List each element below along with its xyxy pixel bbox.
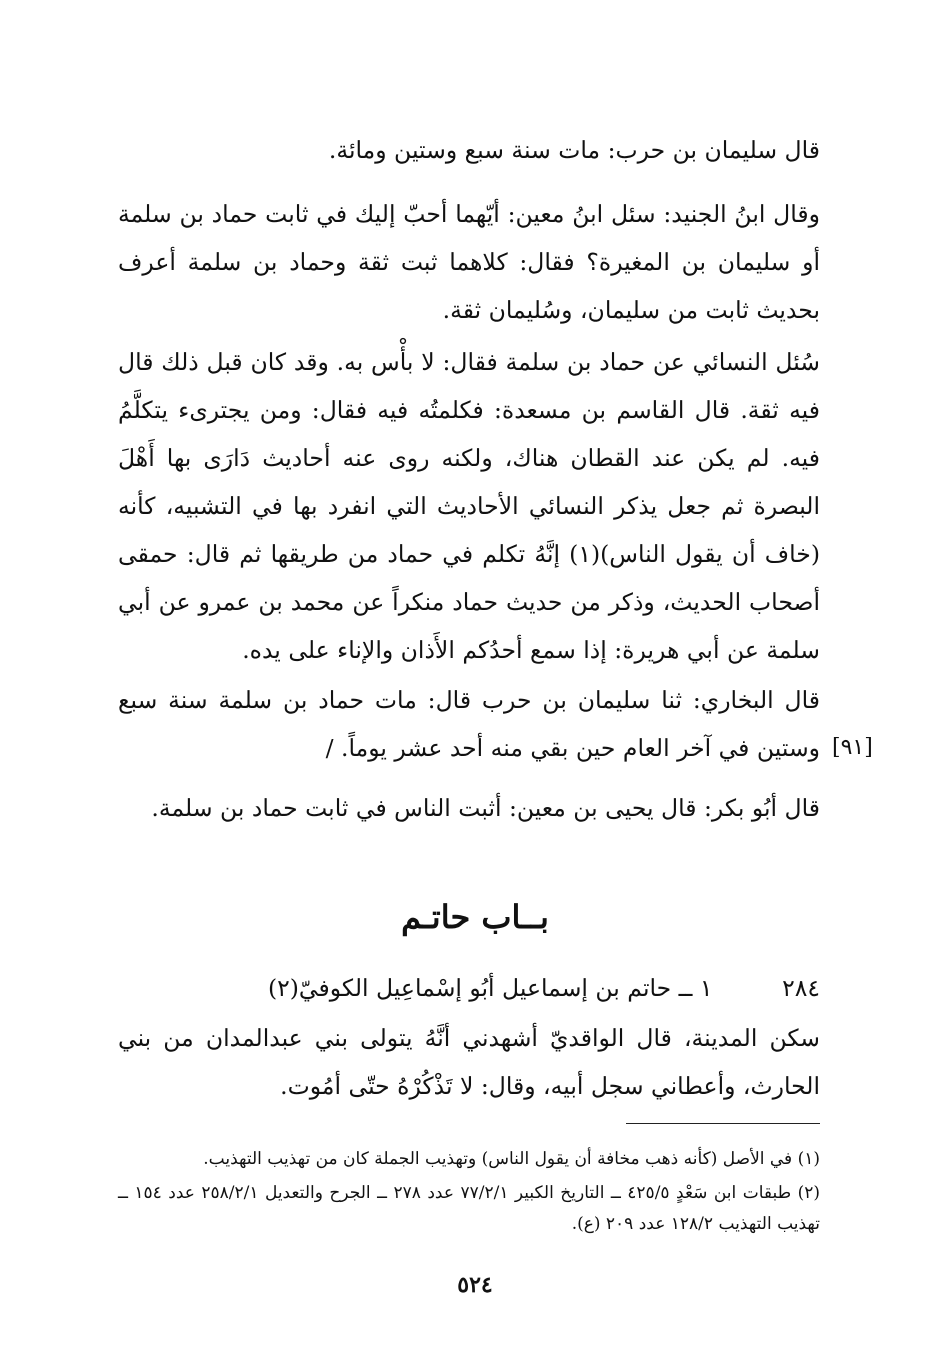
page-number: ٥٢٤ [457, 1272, 493, 1298]
footnote-divider [626, 1123, 820, 1124]
entry-header [267, 966, 820, 1010]
paragraph-1: قال سليمان بن حرب: مات سنة سبع وستين ومائة. [328, 136, 820, 164]
footnote-2: (٢) طبقات ابن سَعْدٍ ٤٢٥/٥ ــ التاريخ الكبير ٧٧/٢/١ عدد ٢٧٨ ــ الجرح والتعديل ٢٥٨/٢/١ عدد ١٥٤ ــ تهذيب التهذيب ١٢٨/٢ عدد ٢٠٩ (ع). [118, 1183, 821, 1234]
section-heading: بــاب حاتـم [401, 898, 549, 936]
entry-title: ١ ــ حاتم بن إسماعيل أبُو إسْماعِيل الكوفيّ(٢) [267, 974, 713, 1002]
entry-body: سكن المدينة، قال الواقديّ أشهدني أنَّهُ يتولى بني عبدالمدان من بني الحارث، وأعطاني سجل أبيه، وقال: لا تَذْكُرْهُ حتّى أمُوت. [118, 1024, 820, 1100]
paragraph-3: سُئل النسائي عن حماد بن سلمة فقال: لا بأْس به. وقد كان قبل ذلك قال فيه ثقة. قال القاسم بن مسعدة: فكلمتُه فيه فقال: ومن يجترىء يتكلَّمُ فيه. لم يكن عند القطان هناك، ولكنه روى عنه أحاديث دَارَى بها أَهْلَ البصرة ثم جعل يذكر النسائي الأحاديث التي انفرد بها في التشبيه، كأنه (خاف أن يقول الناس)(١) إنَّهُ تكلم في حماد من طريقها ثم قال: حمقى أصحاب الحديث، وذكر من حديث حماد منكراً عن محمد بن عمرو عن أبي سلمة عن أبي هريرة: إذا سمع أحدُكم الأَذان والإناء على يده. [118, 348, 820, 664]
margin-page-reference: [٩١] [832, 735, 873, 760]
paragraph-5: قال أبُو بكر: قال يحيى بن معين: أثبت الناس في ثابت حماد بن سلمة. [151, 794, 820, 822]
paragraph-2: وقال ابنُ الجنيد: سئل ابنُ معين: أيّهما أحبّ إليك في ثابت حماد بن سلمة أو سليمان بن المغيرة؟ فقال: كلاهما ثبت ثقة وحماد بن سلمة أعرف بحديث ثابت من سليمان، وسُليمان ثقة. [118, 200, 820, 324]
paragraph-4: قال البخاري: ثنا سليمان بن حرب قال: مات حماد بن سلمة سنة سبع وستين في آخر العام حين بقي منه أحد عشر يوماً. / [118, 686, 820, 762]
entry-number: ٢٨٤ [782, 974, 820, 1002]
footnote-1: (١) في الأصل (كأنه ذهب مخافة أن يقول الناس) وتهذيب الجملة كان من تهذيب التهذيب. [203, 1149, 820, 1169]
